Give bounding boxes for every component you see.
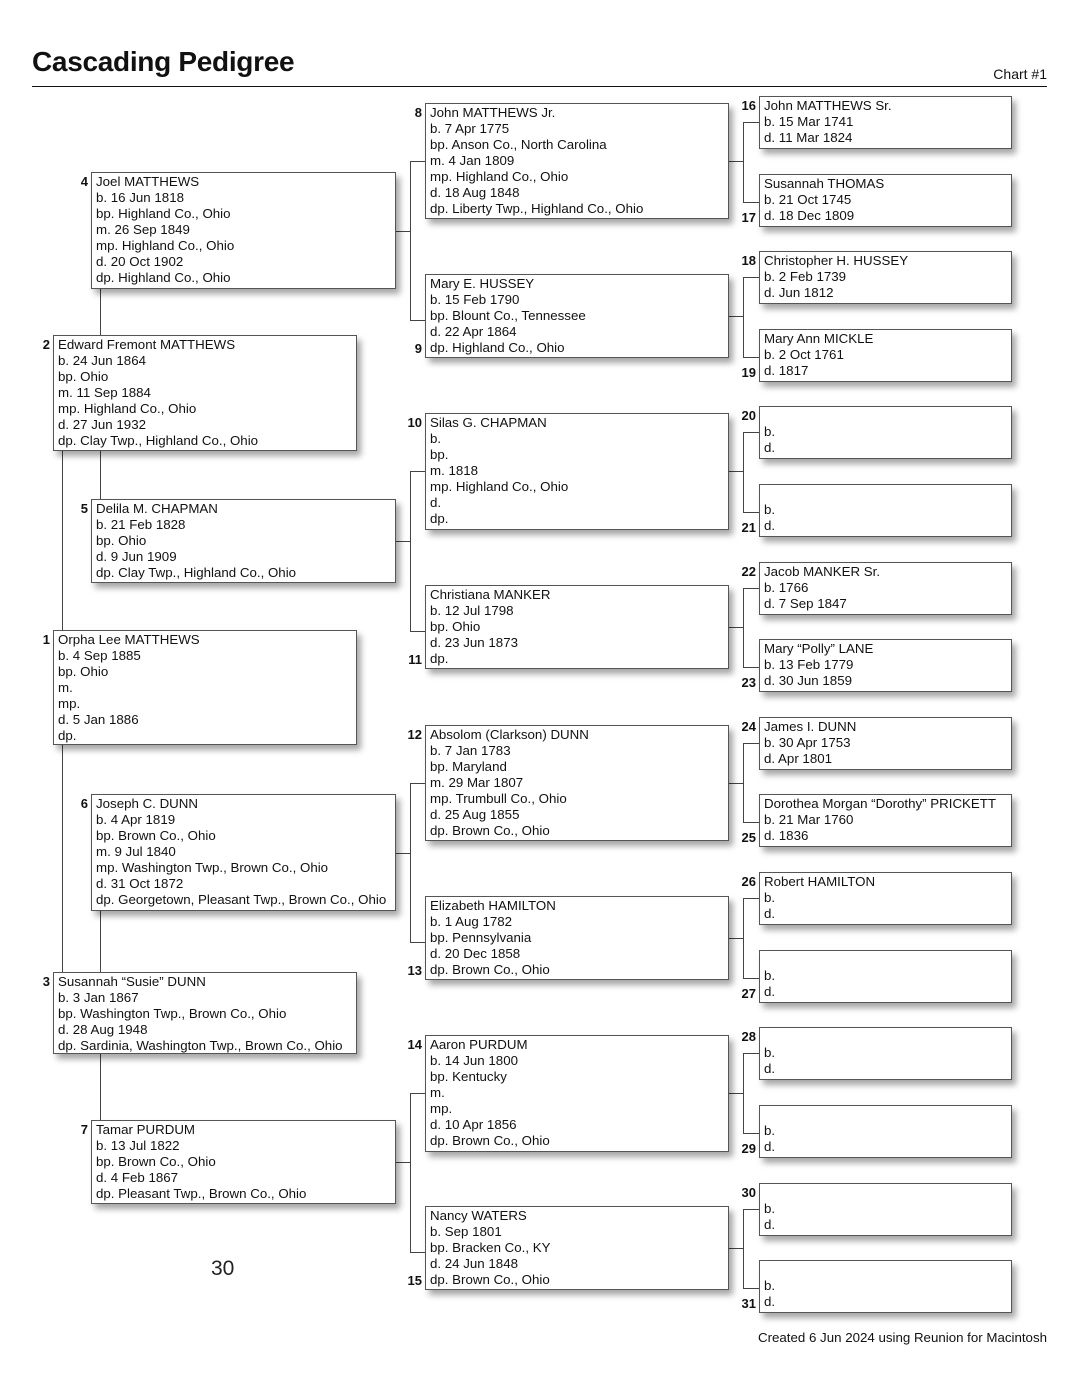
- person-name: [764, 1262, 1007, 1278]
- person-box[interactable]: [759, 251, 1012, 304]
- connector-line: [743, 898, 759, 899]
- ahnentafel-number: 26: [741, 874, 756, 889]
- person-fact: b. 13 Jul 1822: [96, 1138, 180, 1153]
- person-fact: d. 18 Aug 1848: [430, 185, 520, 200]
- person-fact: dp. Sardinia, Washington Twp., Brown Co., Ohio: [58, 1038, 343, 1053]
- person-name: Aaron PURDUM: [430, 1037, 528, 1052]
- ahnentafel-number: 10: [407, 415, 422, 430]
- person-fact: dp. Brown Co., Ohio: [430, 962, 550, 977]
- person-fact: d. Jun 1812: [764, 285, 834, 300]
- person-name: John MATTHEWS Sr.: [764, 98, 892, 113]
- person-box[interactable]: [425, 1206, 729, 1290]
- page-number: 30: [211, 1257, 235, 1280]
- person-fact: dp. Brown Co., Ohio: [430, 1133, 550, 1148]
- person-box[interactable]: [759, 872, 1012, 925]
- person-fact: d. 27 Jun 1932: [58, 417, 146, 432]
- person-fact: d. 31 Oct 1872: [96, 876, 184, 891]
- person-name: Susannah THOMAS: [764, 176, 885, 191]
- connector-line: [743, 588, 759, 589]
- person-fact: b. 15 Mar 1741: [764, 114, 854, 129]
- ahnentafel-number: 4: [80, 174, 88, 189]
- person-fact: d. 10 Apr 1856: [430, 1117, 517, 1132]
- person-box[interactable]: [425, 274, 729, 358]
- person-fact: d.: [764, 984, 776, 999]
- person-name: John MATTHEWS Jr.: [430, 105, 556, 120]
- ahnentafel-number: 21: [741, 520, 756, 535]
- person-name: [764, 486, 1007, 502]
- person-name: Mary E. HUSSEY: [430, 276, 535, 291]
- ahnentafel-number: 14: [407, 1037, 422, 1052]
- connector-line: [729, 783, 743, 784]
- connector-line: [410, 1093, 425, 1094]
- connector-line: [743, 667, 759, 668]
- person-name: Elizabeth HAMILTON: [430, 898, 556, 913]
- person-fact: dp. Clay Twp., Highland Co., Ohio: [58, 433, 259, 448]
- person-name: Absolom (Clarkson) DUNN: [430, 727, 589, 742]
- person-fact: d. 9 Jun 1909: [96, 549, 177, 564]
- person-box[interactable]: [759, 1105, 1012, 1158]
- ahnentafel-number: 19: [741, 365, 756, 380]
- ahnentafel-number: 15: [407, 1273, 422, 1288]
- ahnentafel-number: 18: [741, 253, 756, 268]
- person-name: [764, 408, 1007, 424]
- person-name: [764, 1107, 1007, 1123]
- person-fact: b. 4 Apr 1819: [96, 812, 176, 827]
- connector-line: [743, 512, 759, 513]
- person-name: [764, 1029, 1007, 1045]
- person-fact: dp. Pleasant Twp., Brown Co., Ohio: [96, 1186, 307, 1201]
- ahnentafel-number: 20: [741, 408, 756, 423]
- person-box[interactable]: [425, 725, 729, 841]
- connector-line: [729, 938, 743, 939]
- connector-line: [743, 1209, 744, 1288]
- connector-line: [62, 745, 63, 972]
- connector-line: [743, 822, 759, 823]
- person-fact: bp. Bracken Co., KY: [430, 1240, 551, 1255]
- person-fact: dp.: [430, 651, 449, 666]
- person-box[interactable]: [425, 103, 729, 219]
- person-name: [764, 1185, 1007, 1201]
- person-name: Susannah “Susie” DUNN: [58, 974, 206, 989]
- person-fact: b.: [764, 424, 776, 439]
- person-fact: b.: [764, 1201, 776, 1216]
- person-box[interactable]: [759, 639, 1012, 692]
- person-fact: m. 11 Sep 1884: [58, 385, 151, 400]
- person-box[interactable]: [759, 1183, 1012, 1236]
- connector-line: [729, 161, 743, 162]
- ahnentafel-number: 22: [741, 564, 756, 579]
- person-fact: d. 20 Oct 1902: [96, 254, 184, 269]
- connector-line: [743, 122, 744, 202]
- connector-line: [410, 1093, 411, 1252]
- connector-line: [396, 853, 410, 854]
- person-box[interactable]: [425, 585, 729, 669]
- connector-line: [62, 451, 63, 630]
- person-fact: dp. Brown Co., Ohio: [430, 1272, 550, 1287]
- connector-line: [743, 432, 759, 433]
- person-fact: d. 30 Jun 1859: [764, 673, 852, 688]
- person-fact: b.: [764, 502, 776, 517]
- ahnentafel-number: 28: [741, 1029, 756, 1044]
- person-fact: d. 1817: [764, 363, 809, 378]
- person-box[interactable]: [759, 950, 1012, 1003]
- connector-line: [410, 161, 411, 320]
- connector-line: [410, 471, 411, 631]
- ahnentafel-number: 8: [414, 105, 422, 120]
- person-box[interactable]: [759, 96, 1012, 149]
- ahnentafel-number: 27: [741, 986, 756, 1001]
- person-fact: dp. Highland Co., Ohio: [430, 340, 565, 355]
- ahnentafel-number: 16: [741, 98, 756, 113]
- person-fact: m. 29 Mar 1807: [430, 775, 524, 790]
- person-box[interactable]: [425, 413, 729, 530]
- person-fact: b. 3 Jan 1867: [58, 990, 139, 1005]
- person-box[interactable]: [91, 794, 396, 911]
- ahnentafel-number: 1: [42, 632, 50, 647]
- connector-line: [396, 541, 410, 542]
- person-name: Silas G. CHAPMAN: [430, 415, 547, 430]
- ahnentafel-number: 24: [741, 719, 756, 734]
- person-fact: dp.: [430, 511, 449, 526]
- connector-line: [729, 316, 743, 317]
- ahnentafel-number: 30: [741, 1185, 756, 1200]
- person-fact: b. 7 Jan 1783: [430, 743, 511, 758]
- person-box[interactable]: [759, 794, 1012, 847]
- person-fact: dp. Clay Twp., Highland Co., Ohio: [96, 565, 297, 580]
- person-box[interactable]: [759, 717, 1012, 770]
- person-fact: b. 2 Oct 1761: [764, 347, 844, 362]
- connector-line: [743, 1209, 759, 1210]
- ahnentafel-number: 17: [741, 210, 756, 225]
- person-fact: b. 21 Feb 1828: [96, 517, 186, 532]
- person-fact: d. 28 Aug 1948: [58, 1022, 148, 1037]
- person-fact: d. 18 Dec 1809: [764, 208, 855, 223]
- connector-line: [743, 743, 759, 744]
- person-fact: d. 5 Jan 1886: [58, 712, 139, 727]
- ahnentafel-number: 29: [741, 1141, 756, 1156]
- person-name: Orpha Lee MATTHEWS: [58, 632, 200, 647]
- person-fact: b.: [764, 1045, 776, 1060]
- person-fact: b. 30 Apr 1753: [764, 735, 851, 750]
- person-fact: b. 1766: [764, 580, 809, 595]
- person-fact: bp. Brown Co., Ohio: [96, 828, 216, 843]
- person-fact: mp. Washington Twp., Brown Co., Ohio: [96, 860, 329, 875]
- person-fact: d. 22 Apr 1864: [430, 324, 517, 339]
- person-box[interactable]: [759, 1260, 1012, 1313]
- person-name: Tamar PURDUM: [96, 1122, 195, 1137]
- person-fact: b. 21 Mar 1760: [764, 812, 854, 827]
- person-fact: d.: [764, 906, 776, 921]
- person-fact: b. 24 Jun 1864: [58, 353, 146, 368]
- person-fact: b. 7 Apr 1775: [430, 121, 510, 136]
- ahnentafel-number: 7: [80, 1122, 88, 1137]
- connector-line: [410, 1252, 425, 1253]
- person-name: Mary Ann MICKLE: [764, 331, 874, 346]
- ahnentafel-number: 12: [407, 727, 422, 742]
- ahnentafel-number: 23: [741, 675, 756, 690]
- person-fact: bp. Blount Co., Tennessee: [430, 308, 586, 323]
- created-note: Created 6 Jun 2024 using Reunion for Macintosh: [757, 1330, 1047, 1345]
- person-fact: b.: [764, 968, 776, 983]
- person-fact: mp. Highland Co., Ohio: [58, 401, 197, 416]
- connector-line: [743, 1053, 759, 1054]
- person-name: Jacob MANKER Sr.: [764, 564, 881, 579]
- person-fact: d. 1836: [764, 828, 809, 843]
- person-fact: bp. Brown Co., Ohio: [96, 1154, 216, 1169]
- connector-line: [100, 451, 101, 499]
- person-box[interactable]: [91, 172, 396, 289]
- person-fact: bp. Kentucky: [430, 1069, 507, 1084]
- connector-line: [743, 357, 759, 358]
- connector-line: [743, 1053, 744, 1133]
- ahnentafel-number: 11: [408, 652, 422, 667]
- person-fact: d. 23 Jun 1873: [430, 635, 518, 650]
- connector-line: [743, 202, 759, 203]
- person-fact: mp. Highland Co., Ohio: [430, 479, 569, 494]
- person-name: Robert HAMILTON: [764, 874, 876, 889]
- person-box[interactable]: [425, 896, 729, 980]
- person-name: [764, 952, 1007, 968]
- person-fact: b. 4 Sep 1885: [58, 648, 141, 663]
- connector-line: [410, 783, 411, 942]
- connector-line: [743, 432, 744, 512]
- person-fact: b.: [430, 431, 442, 446]
- ahnentafel-number: 5: [80, 501, 88, 516]
- person-fact: bp. Washington Twp., Brown Co., Ohio: [58, 1006, 287, 1021]
- person-fact: d.: [764, 518, 776, 533]
- ahnentafel-number: 6: [80, 796, 88, 811]
- person-box[interactable]: [759, 406, 1012, 459]
- person-fact: m.: [58, 680, 73, 695]
- ahnentafel-number: 13: [407, 963, 422, 978]
- connector-line: [100, 911, 101, 972]
- person-fact: b. 14 Jun 1800: [430, 1053, 518, 1068]
- person-fact: d. 11 Mar 1824: [764, 130, 853, 145]
- connector-line: [729, 471, 743, 472]
- connector-line: [410, 783, 425, 784]
- person-name: Joseph C. DUNN: [96, 796, 198, 811]
- person-name: Delila M. CHAPMAN: [96, 501, 218, 516]
- connector-line: [743, 277, 759, 278]
- connector-line: [743, 743, 744, 822]
- person-fact: d. 24 Jun 1848: [430, 1256, 518, 1271]
- person-box[interactable]: [759, 329, 1012, 382]
- connector-line: [410, 631, 425, 632]
- connector-line: [743, 122, 759, 123]
- connector-line: [743, 1288, 759, 1289]
- person-box[interactable]: [759, 484, 1012, 537]
- person-name: Christiana MANKER: [430, 587, 551, 602]
- connector-line: [743, 588, 744, 667]
- person-fact: d. 4 Feb 1867: [96, 1170, 179, 1185]
- person-fact: d.: [764, 1139, 776, 1154]
- person-fact: d. 25 Aug 1855: [430, 807, 520, 822]
- person-fact: b.: [764, 1123, 776, 1138]
- person-name: Christopher H. HUSSEY: [764, 253, 909, 268]
- page-title: Cascading Pedigree: [32, 46, 295, 77]
- connector-line: [410, 161, 425, 162]
- person-fact: bp. Ohio: [58, 369, 109, 384]
- person-fact: bp. Maryland: [430, 759, 507, 774]
- chart-number: Chart #1: [993, 66, 1047, 82]
- person-name: Mary “Polly” LANE: [764, 641, 874, 656]
- person-fact: mp. Trumbull Co., Ohio: [430, 791, 567, 806]
- person-fact: b.: [764, 1278, 776, 1293]
- connector-line: [729, 1248, 743, 1249]
- person-fact: bp. Ohio: [96, 533, 147, 548]
- person-fact: dp. Brown Co., Ohio: [430, 823, 550, 838]
- person-fact: d. 20 Dec 1858: [430, 946, 521, 961]
- connector-line: [729, 1093, 743, 1094]
- person-fact: dp. Liberty Twp., Highland Co., Ohio: [430, 201, 644, 216]
- person-box[interactable]: [425, 1035, 729, 1152]
- person-fact: d.: [430, 495, 442, 510]
- person-fact: m. 26 Sep 1849: [96, 222, 190, 237]
- person-fact: b. 21 Oct 1745: [764, 192, 852, 207]
- person-fact: b. 16 Jun 1818: [96, 190, 184, 205]
- person-fact: dp. Georgetown, Pleasant Twp., Brown Co., Ohio: [96, 892, 387, 907]
- connector-line: [743, 978, 759, 979]
- person-fact: d.: [764, 1217, 776, 1232]
- person-fact: mp. Highland Co., Ohio: [430, 169, 569, 184]
- person-fact: m. 9 Jul 1840: [96, 844, 176, 859]
- connector-line: [410, 320, 425, 321]
- connector-line: [100, 1054, 101, 1120]
- connector-line: [410, 942, 425, 943]
- person-fact: m.: [430, 1085, 445, 1100]
- person-fact: bp. Ohio: [430, 619, 481, 634]
- connector-line: [729, 627, 743, 628]
- person-box[interactable]: [53, 335, 357, 451]
- ahnentafel-number: 2: [42, 337, 50, 352]
- connector-line: [743, 277, 744, 357]
- person-box[interactable]: [759, 1027, 1012, 1080]
- person-box[interactable]: [91, 1120, 396, 1204]
- person-fact: bp. Anson Co., North Carolina: [430, 137, 607, 152]
- person-fact: mp.: [430, 1101, 453, 1116]
- connector-line: [100, 289, 101, 335]
- connector-line: [410, 471, 425, 472]
- person-fact: bp. Highland Co., Ohio: [96, 206, 231, 221]
- person-box[interactable]: [53, 630, 357, 745]
- connector-line: [743, 1133, 759, 1134]
- person-fact: bp. Ohio: [58, 664, 109, 679]
- ahnentafel-number: 31: [741, 1296, 756, 1311]
- person-fact: b. 15 Feb 1790: [430, 292, 520, 307]
- person-box[interactable]: [759, 174, 1012, 227]
- ahnentafel-number: 3: [42, 974, 50, 989]
- person-name: Joel MATTHEWS: [96, 174, 200, 189]
- person-fact: d.: [764, 1061, 776, 1076]
- person-fact: b.: [764, 890, 776, 905]
- person-box[interactable]: [759, 562, 1012, 615]
- person-name: James I. DUNN: [764, 719, 857, 734]
- person-fact: b. 1 Aug 1782: [430, 914, 513, 929]
- person-fact: mp. Highland Co., Ohio: [96, 238, 235, 253]
- connector-line: [743, 898, 744, 978]
- person-name: Dorothea Morgan “Dorothy” PRICKETT: [764, 796, 997, 811]
- person-fact: dp.: [58, 728, 77, 743]
- person-fact: b. 12 Jul 1798: [430, 603, 514, 618]
- person-box[interactable]: [53, 972, 357, 1054]
- person-fact: mp.: [58, 696, 81, 711]
- connector-line: [396, 231, 410, 232]
- person-name: Edward Fremont MATTHEWS: [58, 337, 236, 352]
- ahnentafel-number: 9: [414, 341, 422, 356]
- person-fact: b. Sep 1801: [430, 1224, 502, 1239]
- person-box[interactable]: [91, 499, 396, 583]
- person-fact: bp.: [430, 447, 449, 462]
- person-fact: m. 4 Jan 1809: [430, 153, 515, 168]
- person-name: Nancy WATERS: [430, 1208, 527, 1223]
- person-fact: d. 7 Sep 1847: [764, 596, 847, 611]
- title-rule: [32, 86, 1047, 87]
- person-fact: dp. Highland Co., Ohio: [96, 270, 231, 285]
- person-fact: b. 13 Feb 1779: [764, 657, 854, 672]
- person-fact: bp. Pennsylvania: [430, 930, 532, 945]
- person-fact: b. 2 Feb 1739: [764, 269, 847, 284]
- person-fact: d.: [764, 440, 776, 455]
- connector-line: [396, 1162, 410, 1163]
- ahnentafel-number: 25: [741, 830, 756, 845]
- person-fact: d.: [764, 1294, 776, 1309]
- person-fact: d. Apr 1801: [764, 751, 833, 766]
- person-fact: m. 1818: [430, 463, 479, 478]
